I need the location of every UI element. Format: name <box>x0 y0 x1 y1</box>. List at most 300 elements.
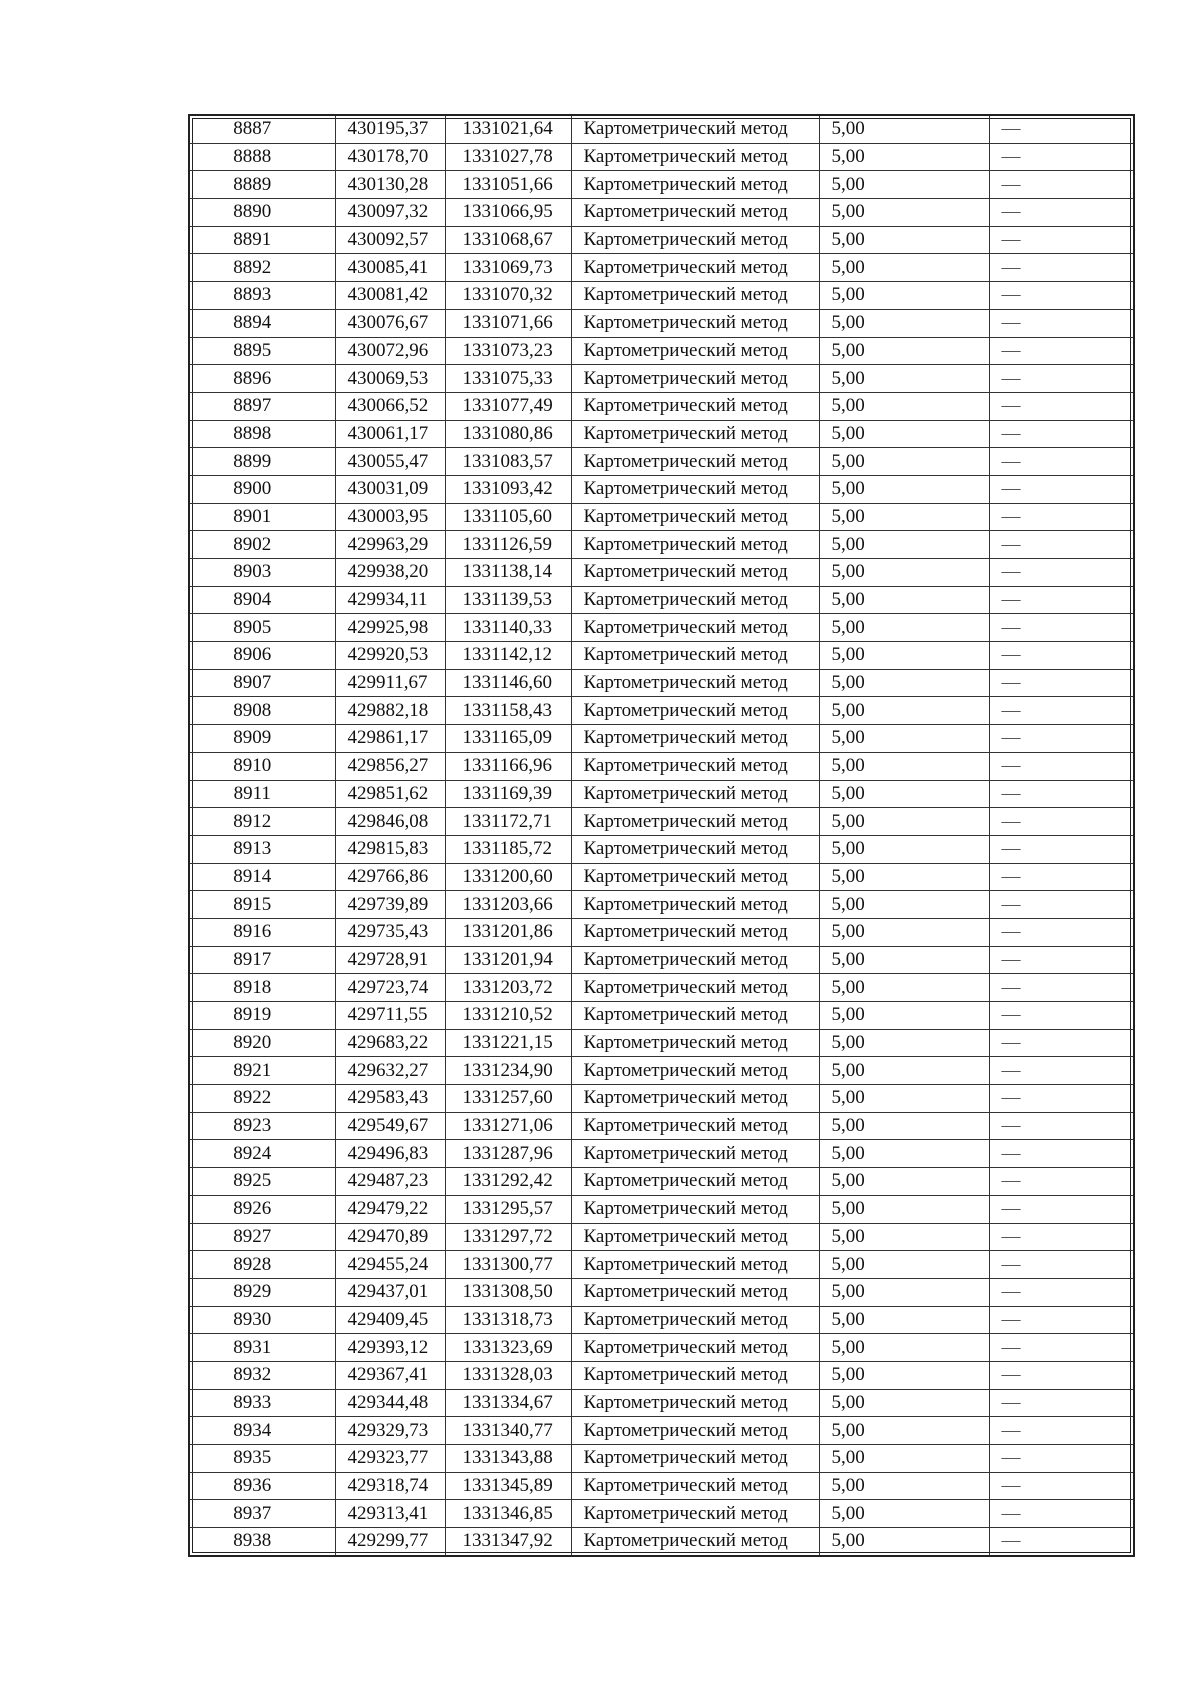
coordinate-x-cell: 429487,23 <box>335 1168 445 1196</box>
point-number-cell: 8918 <box>190 974 335 1002</box>
coordinate-x-cell: 429409,45 <box>335 1306 445 1334</box>
coordinate-x-cell: 429711,55 <box>335 1002 445 1030</box>
coordinate-x-cell: 430178,70 <box>335 143 445 171</box>
coordinate-x-cell: 429329,73 <box>335 1417 445 1445</box>
note-cell: — <box>989 863 1133 891</box>
method-cell: Картометрический метод <box>571 1278 819 1306</box>
accuracy-cell: 5,00 <box>819 1361 989 1389</box>
coordinate-x-cell: 429735,43 <box>335 918 445 946</box>
accuracy-cell: 5,00 <box>819 1389 989 1417</box>
table-row <box>190 863 1133 891</box>
coordinate-x-cell: 429861,17 <box>335 725 445 753</box>
coordinate-x-cell: 430069,53 <box>335 365 445 393</box>
coordinate-x-cell: 430092,57 <box>335 226 445 254</box>
point-number-cell: 8907 <box>190 669 335 697</box>
accuracy-cell: 5,00 <box>819 1528 989 1555</box>
point-number-cell: 8919 <box>190 1002 335 1030</box>
coordinate-x-cell: 429549,67 <box>335 1112 445 1140</box>
method-cell: Картометрический метод <box>571 1002 819 1030</box>
coordinate-y-cell: 1331346,85 <box>445 1500 571 1528</box>
method-cell: Картометрический метод <box>571 1168 819 1196</box>
coordinate-y-cell: 1331021,64 <box>445 116 571 143</box>
table-row <box>190 337 1133 365</box>
point-number-cell: 8903 <box>190 559 335 587</box>
coordinate-x-cell: 429318,74 <box>335 1472 445 1500</box>
method-cell: Картометрический метод <box>571 448 819 476</box>
note-cell: — <box>989 309 1133 337</box>
coordinate-y-cell: 1331077,49 <box>445 392 571 420</box>
accuracy-cell: 5,00 <box>819 642 989 670</box>
point-number-cell: 8889 <box>190 171 335 199</box>
point-number-cell: 8910 <box>190 752 335 780</box>
note-cell: — <box>989 116 1133 143</box>
coordinate-y-cell: 1331318,73 <box>445 1306 571 1334</box>
coordinate-y-cell: 1331271,06 <box>445 1112 571 1140</box>
method-cell: Картометрический метод <box>571 503 819 531</box>
point-number-cell: 8904 <box>190 586 335 614</box>
table-row <box>190 392 1133 420</box>
note-cell: — <box>989 780 1133 808</box>
point-number-cell: 8926 <box>190 1195 335 1223</box>
coordinates-table-frame <box>188 114 1135 1557</box>
method-cell: Картометрический метод <box>571 420 819 448</box>
method-cell: Картометрический метод <box>571 143 819 171</box>
note-cell: — <box>989 642 1133 670</box>
coordinate-y-cell: 1331146,60 <box>445 669 571 697</box>
note-cell: — <box>989 918 1133 946</box>
method-cell: Картометрический метод <box>571 475 819 503</box>
coordinate-x-cell: 429934,11 <box>335 586 445 614</box>
coordinate-x-cell: 429851,62 <box>335 780 445 808</box>
coordinate-x-cell: 429882,18 <box>335 697 445 725</box>
coordinate-y-cell: 1331051,66 <box>445 171 571 199</box>
table-row <box>190 808 1133 836</box>
point-number-cell: 8890 <box>190 199 335 227</box>
coordinate-y-cell: 1331158,43 <box>445 697 571 725</box>
note-cell: — <box>989 808 1133 836</box>
method-cell: Картометрический метод <box>571 725 819 753</box>
table-row <box>190 1334 1133 1362</box>
note-cell: — <box>989 1334 1133 1362</box>
coordinate-y-cell: 1331140,33 <box>445 614 571 642</box>
table-row <box>190 1140 1133 1168</box>
point-number-cell: 8894 <box>190 309 335 337</box>
note-cell: — <box>989 725 1133 753</box>
table-row <box>190 1112 1133 1140</box>
table-row <box>190 752 1133 780</box>
table-row <box>190 143 1133 171</box>
accuracy-cell: 5,00 <box>819 1057 989 1085</box>
note-cell: — <box>989 752 1133 780</box>
coordinate-y-cell: 1331070,32 <box>445 282 571 310</box>
method-cell: Картометрический метод <box>571 808 819 836</box>
method-cell: Картометрический метод <box>571 559 819 587</box>
table-row <box>190 891 1133 919</box>
coordinate-y-cell: 1331345,89 <box>445 1472 571 1500</box>
method-cell: Картометрический метод <box>571 1361 819 1389</box>
coordinate-x-cell: 429632,27 <box>335 1057 445 1085</box>
method-cell: Картометрический метод <box>571 891 819 919</box>
coordinate-y-cell: 1331169,39 <box>445 780 571 808</box>
note-cell: — <box>989 282 1133 310</box>
coordinate-x-cell: 429479,22 <box>335 1195 445 1223</box>
note-cell: — <box>989 1361 1133 1389</box>
table-row <box>190 669 1133 697</box>
coordinate-x-cell: 430066,52 <box>335 392 445 420</box>
accuracy-cell: 5,00 <box>819 946 989 974</box>
coordinate-x-cell: 429925,98 <box>335 614 445 642</box>
point-number-cell: 8912 <box>190 808 335 836</box>
accuracy-cell: 5,00 <box>819 1223 989 1251</box>
coordinate-x-cell: 430076,67 <box>335 309 445 337</box>
table-row <box>190 1251 1133 1279</box>
point-number-cell: 8915 <box>190 891 335 919</box>
point-number-cell: 8905 <box>190 614 335 642</box>
point-number-cell: 8891 <box>190 226 335 254</box>
point-number-cell: 8902 <box>190 531 335 559</box>
table-row <box>190 199 1133 227</box>
note-cell: — <box>989 392 1133 420</box>
point-number-cell: 8938 <box>190 1528 335 1555</box>
note-cell: — <box>989 1195 1133 1223</box>
accuracy-cell: 5,00 <box>819 891 989 919</box>
note-cell: — <box>989 835 1133 863</box>
accuracy-cell: 5,00 <box>819 863 989 891</box>
coordinate-y-cell: 1331126,59 <box>445 531 571 559</box>
point-number-cell: 8936 <box>190 1472 335 1500</box>
accuracy-cell: 5,00 <box>819 559 989 587</box>
point-number-cell: 8928 <box>190 1251 335 1279</box>
coordinate-x-cell: 429496,83 <box>335 1140 445 1168</box>
note-cell: — <box>989 1472 1133 1500</box>
accuracy-cell: 5,00 <box>819 254 989 282</box>
accuracy-cell: 5,00 <box>819 1168 989 1196</box>
point-number-cell: 8898 <box>190 420 335 448</box>
method-cell: Картометрический метод <box>571 974 819 1002</box>
method-cell: Картометрический метод <box>571 226 819 254</box>
method-cell: Картометрический метод <box>571 1528 819 1555</box>
accuracy-cell: 5,00 <box>819 226 989 254</box>
coordinate-y-cell: 1331343,88 <box>445 1445 571 1473</box>
coordinate-x-cell: 429723,74 <box>335 974 445 1002</box>
note-cell: — <box>989 337 1133 365</box>
method-cell: Картометрический метод <box>571 697 819 725</box>
accuracy-cell: 5,00 <box>819 1029 989 1057</box>
method-cell: Картометрический метод <box>571 199 819 227</box>
table-row <box>190 282 1133 310</box>
table-row <box>190 503 1133 531</box>
coordinate-y-cell: 1331340,77 <box>445 1417 571 1445</box>
note-cell: — <box>989 531 1133 559</box>
table-row <box>190 1029 1133 1057</box>
coordinate-x-cell: 429393,12 <box>335 1334 445 1362</box>
table-row <box>190 531 1133 559</box>
point-number-cell: 8888 <box>190 143 335 171</box>
note-cell: — <box>989 1029 1133 1057</box>
note-cell: — <box>989 1002 1133 1030</box>
table-body <box>190 116 1133 1555</box>
table-row <box>190 642 1133 670</box>
coordinate-x-cell: 430003,95 <box>335 503 445 531</box>
coordinate-y-cell: 1331068,67 <box>445 226 571 254</box>
coordinate-x-cell: 429739,89 <box>335 891 445 919</box>
note-cell: — <box>989 974 1133 1002</box>
point-number-cell: 8933 <box>190 1389 335 1417</box>
coordinate-x-cell: 430195,37 <box>335 116 445 143</box>
accuracy-cell: 5,00 <box>819 586 989 614</box>
point-number-cell: 8913 <box>190 835 335 863</box>
accuracy-cell: 5,00 <box>819 475 989 503</box>
method-cell: Картометрический метод <box>571 946 819 974</box>
table-row <box>190 116 1133 143</box>
note-cell: — <box>989 1445 1133 1473</box>
method-cell: Картометрический метод <box>571 254 819 282</box>
point-number-cell: 8932 <box>190 1361 335 1389</box>
accuracy-cell: 5,00 <box>819 420 989 448</box>
coordinate-x-cell: 429455,24 <box>335 1251 445 1279</box>
method-cell: Картометрический метод <box>571 1389 819 1417</box>
accuracy-cell: 5,00 <box>819 282 989 310</box>
note-cell: — <box>989 697 1133 725</box>
accuracy-cell: 5,00 <box>819 392 989 420</box>
note-cell: — <box>989 1251 1133 1279</box>
accuracy-cell: 5,00 <box>819 808 989 836</box>
table-row <box>190 559 1133 587</box>
coordinate-x-cell: 429313,41 <box>335 1500 445 1528</box>
accuracy-cell: 5,00 <box>819 669 989 697</box>
point-number-cell: 8917 <box>190 946 335 974</box>
point-number-cell: 8914 <box>190 863 335 891</box>
method-cell: Картометрический метод <box>571 1140 819 1168</box>
method-cell: Картометрический метод <box>571 1085 819 1113</box>
table-row <box>190 946 1133 974</box>
table-row <box>190 226 1133 254</box>
coordinate-y-cell: 1331069,73 <box>445 254 571 282</box>
method-cell: Картометрический метод <box>571 586 819 614</box>
coordinate-x-cell: 429583,43 <box>335 1085 445 1113</box>
table-row <box>190 1168 1133 1196</box>
table-row <box>190 365 1133 393</box>
coordinate-y-cell: 1331234,90 <box>445 1057 571 1085</box>
point-number-cell: 8895 <box>190 337 335 365</box>
coordinate-x-cell: 430097,32 <box>335 199 445 227</box>
coordinate-y-cell: 1331166,96 <box>445 752 571 780</box>
table-row <box>190 254 1133 282</box>
accuracy-cell: 5,00 <box>819 1306 989 1334</box>
coordinate-y-cell: 1331257,60 <box>445 1085 571 1113</box>
coordinate-x-cell: 429299,77 <box>335 1528 445 1555</box>
method-cell: Картометрический метод <box>571 1500 819 1528</box>
method-cell: Картометрический метод <box>571 309 819 337</box>
coordinate-y-cell: 1331073,23 <box>445 337 571 365</box>
note-cell: — <box>989 891 1133 919</box>
note-cell: — <box>989 946 1133 974</box>
accuracy-cell: 5,00 <box>819 1251 989 1279</box>
coordinate-y-cell: 1331347,92 <box>445 1528 571 1555</box>
method-cell: Картометрический метод <box>571 1195 819 1223</box>
note-cell: — <box>989 559 1133 587</box>
note-cell: — <box>989 448 1133 476</box>
coordinate-y-cell: 1331139,53 <box>445 586 571 614</box>
table-row <box>190 725 1133 753</box>
point-number-cell: 8922 <box>190 1085 335 1113</box>
table-row <box>190 614 1133 642</box>
method-cell: Картометрический метод <box>571 1251 819 1279</box>
point-number-cell: 8931 <box>190 1334 335 1362</box>
method-cell: Картометрический метод <box>571 116 819 143</box>
table-row <box>190 1002 1133 1030</box>
method-cell: Картометрический метод <box>571 1445 819 1473</box>
table-row <box>190 1306 1133 1334</box>
coordinate-y-cell: 1331292,42 <box>445 1168 571 1196</box>
accuracy-cell: 5,00 <box>819 531 989 559</box>
coordinate-y-cell: 1331172,71 <box>445 808 571 836</box>
table-row <box>190 1278 1133 1306</box>
coordinate-y-cell: 1331071,66 <box>445 309 571 337</box>
table-row <box>190 1472 1133 1500</box>
note-cell: — <box>989 1168 1133 1196</box>
note-cell: — <box>989 1278 1133 1306</box>
coordinate-y-cell: 1331201,94 <box>445 946 571 974</box>
method-cell: Картометрический метод <box>571 642 819 670</box>
point-number-cell: 8899 <box>190 448 335 476</box>
accuracy-cell: 5,00 <box>819 199 989 227</box>
accuracy-cell: 5,00 <box>819 1112 989 1140</box>
table-row <box>190 1085 1133 1113</box>
table-row <box>190 1500 1133 1528</box>
point-number-cell: 8937 <box>190 1500 335 1528</box>
accuracy-cell: 5,00 <box>819 697 989 725</box>
point-number-cell: 8920 <box>190 1029 335 1057</box>
accuracy-cell: 5,00 <box>819 835 989 863</box>
note-cell: — <box>989 1389 1133 1417</box>
coordinate-y-cell: 1331138,14 <box>445 559 571 587</box>
table-row <box>190 1417 1133 1445</box>
coordinate-y-cell: 1331287,96 <box>445 1140 571 1168</box>
coordinate-x-cell: 429437,01 <box>335 1278 445 1306</box>
method-cell: Картометрический метод <box>571 669 819 697</box>
coordinate-y-cell: 1331308,50 <box>445 1278 571 1306</box>
point-number-cell: 8930 <box>190 1306 335 1334</box>
accuracy-cell: 5,00 <box>819 1334 989 1362</box>
coordinate-x-cell: 429728,91 <box>335 946 445 974</box>
accuracy-cell: 5,00 <box>819 309 989 337</box>
coordinate-x-cell: 429911,67 <box>335 669 445 697</box>
table-row <box>190 1361 1133 1389</box>
table-row <box>190 1445 1133 1473</box>
coordinate-y-cell: 1331185,72 <box>445 835 571 863</box>
point-number-cell: 8901 <box>190 503 335 531</box>
point-number-cell: 8906 <box>190 642 335 670</box>
note-cell: — <box>989 1306 1133 1334</box>
point-number-cell: 8927 <box>190 1223 335 1251</box>
point-number-cell: 8911 <box>190 780 335 808</box>
table-row <box>190 1195 1133 1223</box>
coordinate-x-cell: 429846,08 <box>335 808 445 836</box>
coordinate-y-cell: 1331083,57 <box>445 448 571 476</box>
coordinate-y-cell: 1331323,69 <box>445 1334 571 1362</box>
note-cell: — <box>989 1500 1133 1528</box>
coordinate-y-cell: 1331300,77 <box>445 1251 571 1279</box>
coordinate-y-cell: 1331105,60 <box>445 503 571 531</box>
note-cell: — <box>989 1223 1133 1251</box>
note-cell: — <box>989 226 1133 254</box>
method-cell: Картометрический метод <box>571 337 819 365</box>
table-row <box>190 835 1133 863</box>
note-cell: — <box>989 1417 1133 1445</box>
method-cell: Картометрический метод <box>571 863 819 891</box>
point-number-cell: 8921 <box>190 1057 335 1085</box>
point-number-cell: 8934 <box>190 1417 335 1445</box>
note-cell: — <box>989 365 1133 393</box>
method-cell: Картометрический метод <box>571 1029 819 1057</box>
method-cell: Картометрический метод <box>571 365 819 393</box>
coordinate-y-cell: 1331295,57 <box>445 1195 571 1223</box>
coordinate-x-cell: 430072,96 <box>335 337 445 365</box>
table-row <box>190 974 1133 1002</box>
accuracy-cell: 5,00 <box>819 171 989 199</box>
note-cell: — <box>1001 1530 1021 1552</box>
table-row <box>190 475 1133 503</box>
coordinate-x-cell: 429856,27 <box>335 752 445 780</box>
point-number-cell: 8923 <box>190 1112 335 1140</box>
coordinate-y-cell: 1331093,42 <box>445 475 571 503</box>
coordinate-x-cell: 430085,41 <box>335 254 445 282</box>
coordinate-y-cell: 1331200,60 <box>445 863 571 891</box>
point-number-cell: 8887 <box>190 116 335 143</box>
point-number-cell: 8897 <box>190 392 335 420</box>
accuracy-cell: 5,00 <box>819 614 989 642</box>
note-cell: — <box>989 254 1133 282</box>
accuracy-cell: 5,00 <box>819 1472 989 1500</box>
note-cell: — <box>989 1112 1133 1140</box>
coordinate-y-cell: 1331221,15 <box>445 1029 571 1057</box>
table-row <box>190 697 1133 725</box>
accuracy-cell: 5,00 <box>819 1500 989 1528</box>
point-number-cell: 8916 <box>190 918 335 946</box>
accuracy-cell: 5,00 <box>819 1445 989 1473</box>
coordinate-y-cell: 1331075,33 <box>445 365 571 393</box>
note-cell: — <box>989 669 1133 697</box>
method-cell: Картометрический метод <box>571 1223 819 1251</box>
coordinate-y-cell: 1331203,72 <box>445 974 571 1002</box>
accuracy-cell: 5,00 <box>819 143 989 171</box>
point-number-cell: 8908 <box>190 697 335 725</box>
method-cell: Картометрический метод <box>571 1472 819 1500</box>
coordinate-x-cell: 429963,29 <box>335 531 445 559</box>
coordinate-y-cell: 1331210,52 <box>445 1002 571 1030</box>
coordinate-x-cell: 430081,42 <box>335 282 445 310</box>
table-row <box>190 448 1133 476</box>
method-cell: Картометрический метод <box>571 1057 819 1085</box>
coordinate-x-cell: 429766,86 <box>335 863 445 891</box>
note-cell: — <box>989 475 1133 503</box>
coordinate-y-cell: 1331297,72 <box>445 1223 571 1251</box>
coordinate-y-cell: 1331142,12 <box>445 642 571 670</box>
accuracy-cell: 5,00 <box>819 448 989 476</box>
coordinate-x-cell: 429920,53 <box>335 642 445 670</box>
note-cell: — <box>989 143 1133 171</box>
point-number-cell: 8896 <box>190 365 335 393</box>
coordinate-y-cell: 1331201,86 <box>445 918 571 946</box>
method-cell: Картометрический метод <box>571 752 819 780</box>
accuracy-cell: 5,00 <box>819 503 989 531</box>
accuracy-cell: 5,00 <box>819 1417 989 1445</box>
note-cell: — <box>989 420 1133 448</box>
coordinate-x-cell: 429938,20 <box>335 559 445 587</box>
table-row <box>190 171 1133 199</box>
note-cell: — <box>989 199 1133 227</box>
